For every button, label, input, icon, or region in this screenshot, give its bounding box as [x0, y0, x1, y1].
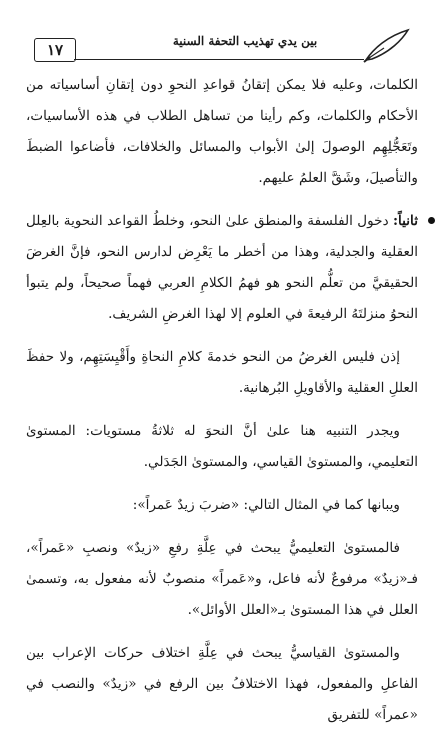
page-body — [26, 70, 418, 731]
bullet-icon — [428, 217, 435, 224]
paragraph: ويبانها كما في المثال التالي: «ضربَ زيدٌ عَمراً»: — [132, 497, 400, 513]
paragraph: الكلمات، وعليه فلا يمكن إتقانُ قواعدِ النحوِ دون إتقانِ أساسياته من الأحكام والكلمات، وكم رأينا من تساهل الطلاب في هذه الأساسيات، وتَعَجُّلِهِم الوصولَ إلىٰ الأبواب والمسائل والخلافات، فأضاعوا الضبطَ والتأصيلَ، وشَقَّ العلمُ عليهم. — [26, 77, 418, 186]
quill-pen-icon — [362, 26, 412, 66]
bullet-paragraph — [26, 206, 418, 330]
page-number: ١٧ — [34, 38, 76, 62]
page-header — [0, 0, 442, 62]
paragraph: والمستوىٰ القياسيُّ يبحث في عِلَّةِ اختلاف حركات الإعراب بين الفاعلِ والمفعول، فهذا الاختلافُ بين الرفع في «زيدٌ» والنصب في «عمراً» للتفريق — [26, 645, 418, 723]
paragraph-text: دخول الفلسفة والمنطق علىٰ النحو، وخلطُ القواعد النحوية بالعِلل العقلية والجدلية، وهذا من أخطر ما يَعْرِض لدارس النحو، فإنَّ الغرضَ الحقيقيَّ من تعلُّم النحو هو فهمُ الكلامِ العربي فهماً صحيحاً، ولم يتبوأ النحوُ منزلتَهُ الرفيعةَ في العلوم إلا لهذا الغرضِ الشريف. — [26, 213, 418, 322]
paragraph: ويجدر التنبيه هنا علىٰ أنَّ النحوَ له ثلاثةُ مستويات: المستوىٰ التعليمي، والمستوىٰ القياسي، والمستوىٰ الجَدَلي. — [26, 423, 418, 470]
paragraph: فالمستوىٰ التعليميُّ يبحث في عِلَّةِ رفعِ «زيدٌ» ونصبِ «عَمراً»، فـ«زيدٌ» مرفوعٌ لأنه فاعل، و«عَمراً» منصوبٌ لأنه مفعول به، وتسمىٰ العلل في هذا المستوىٰ بـ«العلل الأوائل». — [26, 540, 418, 618]
paragraph-label: ثانياً: — [393, 213, 418, 229]
running-title: بين يدي تهذيب التحفة السنية — [172, 34, 318, 48]
header-rule — [74, 59, 364, 60]
paragraph: إذن فليس الغرضُ من النحو خدمةَ كلامِ النحاةِ وأَقْيِسَتِهِم، ولا حفظَ العللِ العقلية والأقاويلِ البُرهانية. — [26, 349, 418, 396]
